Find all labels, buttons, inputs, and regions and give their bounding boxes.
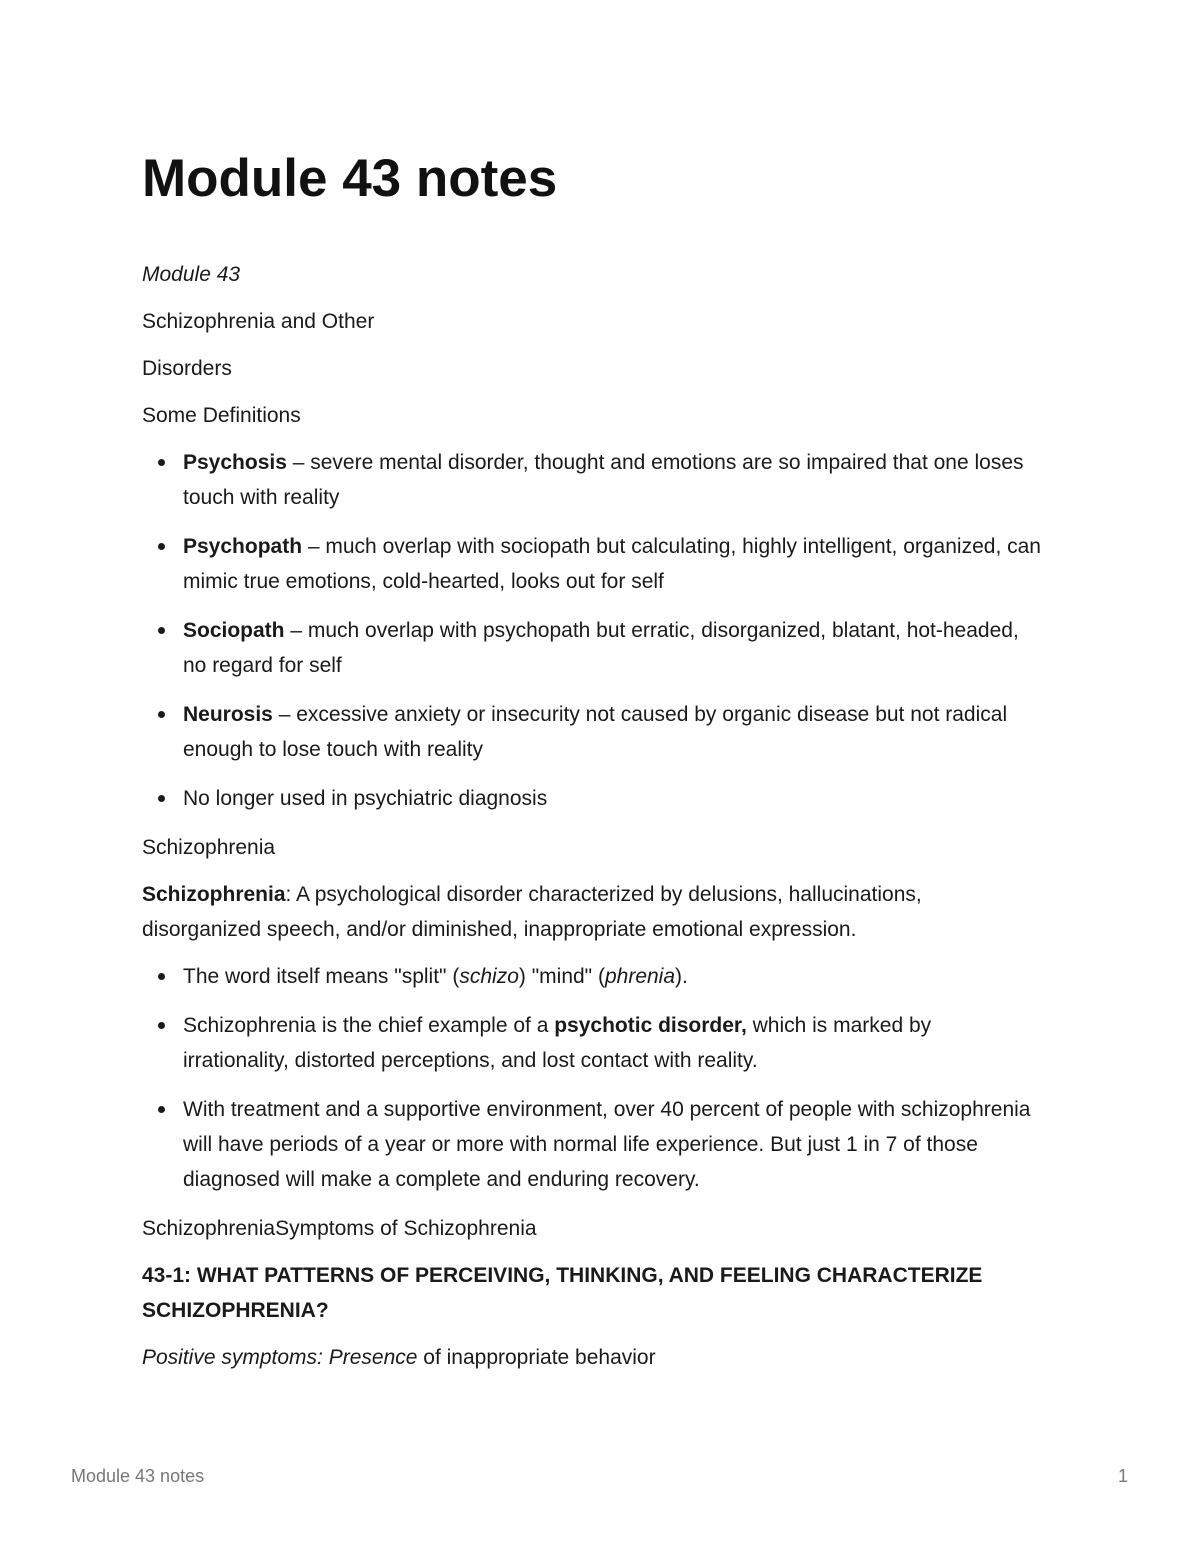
bullet-text: which is marked by irrationality, distorted perceptions, and lost contact with reality. bbox=[183, 1014, 932, 1072]
schizophrenia-list bbox=[142, 959, 1042, 1197]
definition-text: No longer used in psychiatric diagnosis bbox=[183, 787, 548, 810]
module-label bbox=[142, 257, 1042, 292]
definitions-list bbox=[142, 445, 1042, 816]
bullet-text: ) "mind" ( bbox=[518, 965, 605, 988]
bullet-text: Schizophrenia is the chief example of a bbox=[183, 1014, 555, 1037]
question-heading: 43-1: WHAT PATTERNS OF PERCEIVING, THINKING, AND FEELING CHARACTERIZE SCHIZOPHRENIA? bbox=[142, 1264, 983, 1322]
definition-text: – excessive anxiety or insecurity not caused by organic disease but not radical enough to lose touch with reality bbox=[183, 703, 1008, 761]
document-body bbox=[142, 257, 1042, 1387]
list-item bbox=[142, 529, 1042, 599]
definition-text: – severe mental disorder, thought and emotions are so impaired that one loses touch with reality bbox=[183, 451, 1024, 509]
bullet-italic: schizo bbox=[459, 965, 519, 988]
definition-text: – much overlap with psychopath but erratic, disorganized, blatant, hot-headed, no regard for self bbox=[183, 619, 1019, 677]
positive-symptoms-italic: Positive symptoms: Presence bbox=[142, 1346, 418, 1369]
symptoms-heading: SchizophreniaSymptoms of Schizophrenia bbox=[142, 1217, 537, 1240]
intro-line-1: Schizophrenia and Other bbox=[142, 310, 375, 333]
bullet-text: ). bbox=[675, 965, 688, 988]
intro-line-2: Disorders bbox=[142, 357, 232, 380]
bullet-italic: phrenia bbox=[604, 965, 676, 988]
schizophrenia-definition bbox=[142, 877, 1042, 947]
schizophrenia-definition-text: : A psychological disorder characterized by delusions, hallucinations, disorganized speech, and/or diminished, inappropriate emotional expression. bbox=[142, 883, 922, 941]
footer-title: Module 43 notes bbox=[71, 1466, 205, 1486]
page-number: 1 bbox=[1118, 1466, 1129, 1486]
bullet-bold: psychotic disorder, bbox=[554, 1014, 747, 1037]
module-label-text: Module 43 bbox=[142, 263, 241, 286]
schizophrenia-heading: Schizophrenia bbox=[142, 836, 276, 859]
list-item bbox=[142, 1092, 1042, 1197]
definition-text: – much overlap with sociopath but calculating, highly intelligent, organized, can mimic true emotions, cold-hearted, looks out for self bbox=[183, 535, 1041, 593]
positive-symptoms-rest: of inappropriate behavior bbox=[417, 1346, 656, 1369]
list-item bbox=[142, 959, 1042, 994]
definition-term: Psychosis bbox=[183, 451, 287, 474]
schizophrenia-term: Schizophrenia bbox=[142, 883, 286, 906]
list-item bbox=[142, 613, 1042, 683]
bullet-text: With treatment and a supportive environment, over 40 percent of people with schizophrenia will have periods of a year or more with normal life experience. But just 1 in 7 of those diagnosed will make a complete and enduring recovery. bbox=[183, 1098, 1031, 1191]
intro-line-3: Some Definitions bbox=[142, 404, 301, 427]
definition-term: Sociopath bbox=[183, 619, 285, 642]
document-title: Module 43 notes bbox=[142, 149, 558, 208]
definition-term: Psychopath bbox=[183, 535, 303, 558]
list-item bbox=[142, 697, 1042, 767]
list-item bbox=[142, 445, 1042, 515]
definition-term: Neurosis bbox=[183, 703, 273, 726]
positive-symptoms bbox=[142, 1340, 1042, 1375]
list-item bbox=[142, 1008, 1042, 1078]
list-item bbox=[142, 781, 1042, 816]
bullet-text: The word itself means "split" ( bbox=[183, 965, 460, 988]
